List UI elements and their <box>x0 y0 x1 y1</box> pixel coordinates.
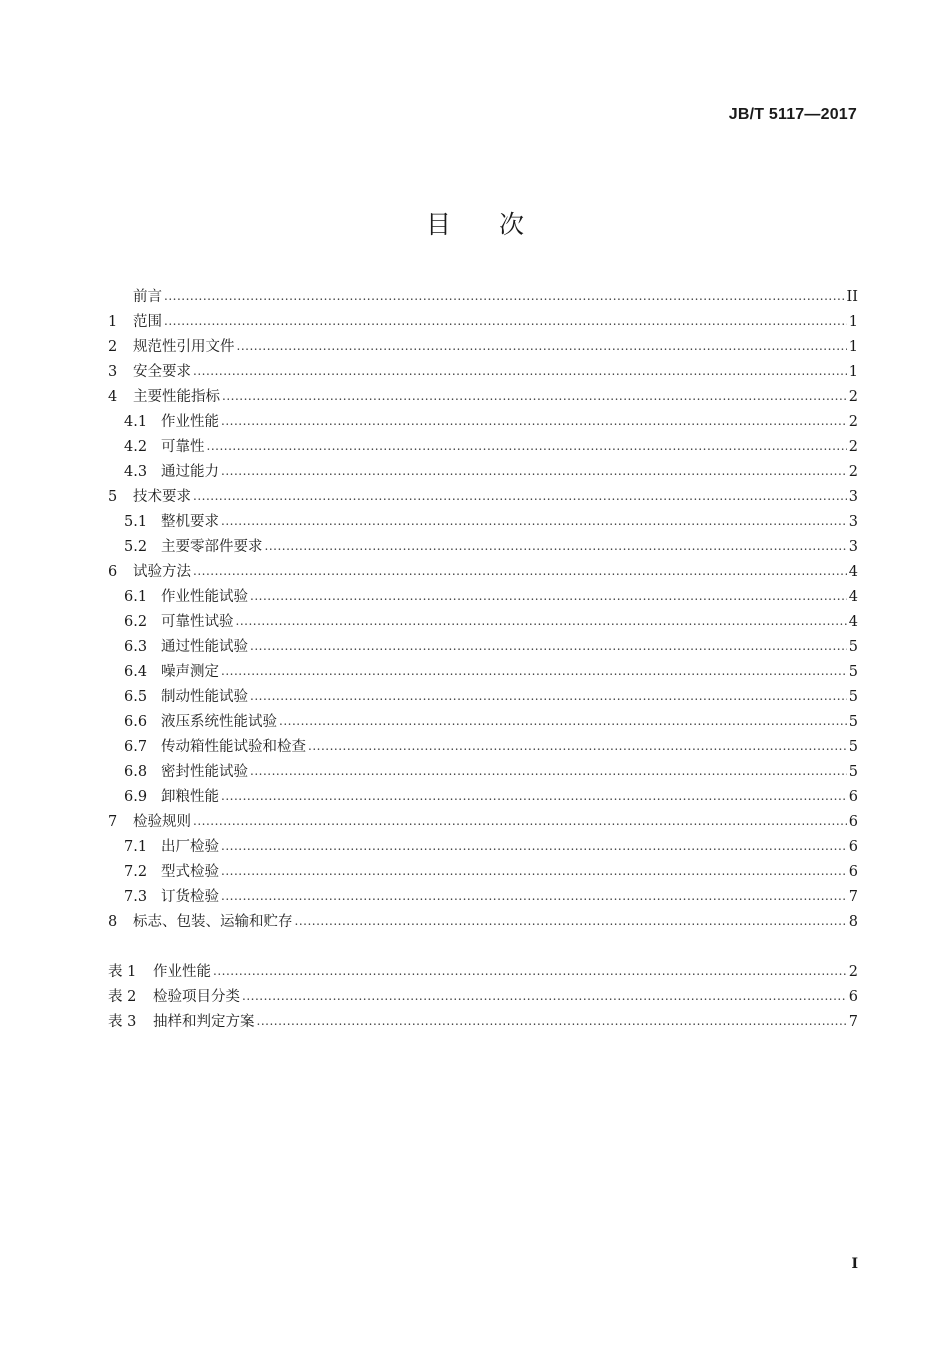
dot-leader <box>193 487 847 501</box>
toc-entry-page: 7 <box>848 889 858 905</box>
dot-leader <box>221 887 847 901</box>
toc-entry[interactable] <box>108 485 858 510</box>
toc-entry[interactable] <box>108 585 858 610</box>
toc-entry-number: 3 <box>108 364 118 380</box>
toc-entry[interactable] <box>108 360 858 385</box>
toc-entry-page: 5 <box>848 714 858 730</box>
toc-entry-page: 1 <box>848 364 858 380</box>
toc-entry-number: 4.1 <box>124 414 148 430</box>
toc-entry[interactable] <box>108 335 858 360</box>
toc-entry-label: 规范性引用文件 <box>133 339 235 355</box>
toc-entry-number: 6.6 <box>124 714 148 730</box>
toc-entry-number: 4.3 <box>124 464 148 480</box>
dot-leader <box>193 812 847 826</box>
toc-entry-number: 8 <box>108 914 118 930</box>
toc-entry-number: 表 3 <box>108 1014 137 1030</box>
toc-entry-label: 范围 <box>133 314 162 330</box>
dot-leader <box>250 762 847 776</box>
toc-entry-label: 主要性能指标 <box>133 389 220 405</box>
toc-entry[interactable] <box>108 635 858 660</box>
toc-entry[interactable] <box>108 810 858 835</box>
toc-entry-label: 作业性能 <box>153 964 211 980</box>
dot-leader <box>221 837 847 851</box>
toc-entry-page: II <box>846 289 858 305</box>
toc-entry-label: 技术要求 <box>133 489 191 505</box>
page-number: I <box>851 1256 858 1272</box>
toc-entry-label: 传动箱性能试验和检查 <box>161 739 306 755</box>
toc-entry-number: 5.1 <box>124 514 148 530</box>
toc-entry-number: 5 <box>108 489 118 505</box>
toc-entry-page: 5 <box>848 689 858 705</box>
toc-entry-page: 3 <box>848 514 858 530</box>
toc-entry-number: 表 1 <box>108 964 137 980</box>
toc-entry[interactable] <box>108 835 858 860</box>
toc-entry-page: 3 <box>848 539 858 555</box>
dot-leader <box>308 737 847 751</box>
toc-entry-page: 2 <box>848 464 858 480</box>
toc-entry-page: 4 <box>848 589 858 605</box>
dot-leader <box>222 387 847 401</box>
toc-entry-label: 通过性能试验 <box>161 639 248 655</box>
dot-leader <box>236 612 847 626</box>
toc-entry-label: 制动性能试验 <box>161 689 248 705</box>
toc-entry-number: 4 <box>108 389 118 405</box>
table-list-entry[interactable] <box>108 985 858 1010</box>
toc-entry-label: 安全要求 <box>133 364 191 380</box>
toc-entry-label: 作业性能 <box>161 414 219 430</box>
toc-entry[interactable] <box>108 310 858 335</box>
dot-leader <box>164 312 847 326</box>
toc-entry-label: 检验规则 <box>133 814 191 830</box>
dot-leader <box>250 587 847 601</box>
toc-entry-label: 可靠性试验 <box>161 614 234 630</box>
toc-entry-label: 作业性能试验 <box>161 589 248 605</box>
dot-leader <box>242 987 847 1001</box>
toc-entry-number: 7.3 <box>124 889 148 905</box>
toc-entry-page: 2 <box>848 439 858 455</box>
toc-entry-page: 2 <box>848 964 858 980</box>
dot-leader <box>221 462 847 476</box>
toc-entry-number: 1 <box>108 314 118 330</box>
toc-entry-number: 6.2 <box>124 614 148 630</box>
toc-entry-label: 出厂检验 <box>161 839 219 855</box>
toc-entry-number: 6.7 <box>124 739 148 755</box>
toc-entry-number: 7.1 <box>124 839 148 855</box>
toc-entry-number: 4.2 <box>124 439 148 455</box>
toc-entry-number: 7 <box>108 814 118 830</box>
dot-leader <box>207 437 847 451</box>
toc-entry[interactable] <box>108 460 858 485</box>
dot-leader <box>193 362 847 376</box>
dot-leader <box>257 1012 847 1026</box>
toc-entry-label: 密封性能试验 <box>161 764 248 780</box>
table-list <box>108 960 858 1035</box>
toc-entry-number: 5.2 <box>124 539 148 555</box>
toc-entry-number: 6 <box>108 564 118 580</box>
table-list-entry[interactable] <box>108 960 858 985</box>
dot-leader <box>250 687 847 701</box>
toc-entry[interactable] <box>108 410 858 435</box>
toc-entry-page: 5 <box>848 639 858 655</box>
dot-leader <box>221 512 847 526</box>
toc-entries <box>108 285 858 935</box>
toc-entry-page: 4 <box>848 614 858 630</box>
toc-entry-label: 前言 <box>133 289 162 305</box>
dot-leader <box>295 912 847 926</box>
standard-code: JB/T 5117—2017 <box>728 106 857 123</box>
toc-entry[interactable] <box>108 560 858 585</box>
toc-entry-number: 6.5 <box>124 689 148 705</box>
toc-entry[interactable] <box>108 535 858 560</box>
toc-entry[interactable] <box>108 885 858 910</box>
table-list-entry[interactable] <box>108 1010 858 1035</box>
toc-entry-label: 可靠性 <box>161 439 205 455</box>
toc-entry[interactable] <box>108 735 858 760</box>
toc-entry-label: 抽样和判定方案 <box>153 1014 255 1030</box>
toc-entry-page: 1 <box>848 314 858 330</box>
toc-entry[interactable] <box>108 285 858 310</box>
toc-entry[interactable] <box>108 610 858 635</box>
toc-entry[interactable] <box>108 660 858 685</box>
toc-entry[interactable] <box>108 860 858 885</box>
toc-entry-number: 6.3 <box>124 639 148 655</box>
toc-entry-page: 3 <box>848 489 858 505</box>
toc-entry-number: 6.1 <box>124 589 148 605</box>
toc-entry-number: 表 2 <box>108 989 137 1005</box>
page-title: 目次 <box>425 210 572 239</box>
toc-entry-label: 检验项目分类 <box>153 989 240 1005</box>
toc-entry-page: 8 <box>848 914 858 930</box>
toc-entry[interactable] <box>108 760 858 785</box>
toc-entry-number: 2 <box>108 339 118 355</box>
toc-entry-label: 试验方法 <box>133 564 191 580</box>
toc-entry-number: 6.4 <box>124 664 148 680</box>
toc-entry-label: 主要零部件要求 <box>161 539 263 555</box>
toc-entry-page: 7 <box>848 1014 858 1030</box>
dot-leader <box>279 712 847 726</box>
dot-leader <box>221 412 847 426</box>
toc-entry[interactable] <box>108 685 858 710</box>
dot-leader <box>221 662 847 676</box>
toc-entry[interactable] <box>108 510 858 535</box>
toc-entry-page: 5 <box>848 739 858 755</box>
dot-leader <box>193 562 847 576</box>
toc-entry[interactable] <box>108 710 858 735</box>
table-of-contents <box>108 285 858 1035</box>
toc-entry-page: 6 <box>848 989 858 1005</box>
toc-entry-label: 卸粮性能 <box>161 789 219 805</box>
toc-entry-label: 液压系统性能试验 <box>161 714 277 730</box>
toc-entry[interactable] <box>108 785 858 810</box>
dot-leader <box>237 337 847 351</box>
toc-entry-label: 订货检验 <box>161 889 219 905</box>
toc-entry-page: 4 <box>848 564 858 580</box>
toc-entry-number: 6.8 <box>124 764 148 780</box>
toc-entry-page: 5 <box>848 764 858 780</box>
dot-leader <box>265 537 847 551</box>
toc-entry-label: 噪声测定 <box>161 664 219 680</box>
toc-entry-number: 7.2 <box>124 864 148 880</box>
toc-entry-label: 标志、包装、运输和贮存 <box>133 914 293 930</box>
toc-entry[interactable] <box>108 910 858 935</box>
dot-leader <box>250 637 847 651</box>
toc-entry-page: 2 <box>848 389 858 405</box>
toc-entry-page: 6 <box>848 864 858 880</box>
dot-leader <box>221 787 847 801</box>
toc-entry-page: 2 <box>848 414 858 430</box>
toc-entry-page: 6 <box>848 814 858 830</box>
dot-leader <box>213 962 847 976</box>
dot-leader <box>164 287 845 301</box>
dot-leader <box>221 862 847 876</box>
toc-entry-page: 6 <box>848 789 858 805</box>
toc-entry-label: 通过能力 <box>161 464 219 480</box>
toc-spacer <box>108 935 858 960</box>
toc-entry-label: 整机要求 <box>161 514 219 530</box>
toc-entry[interactable] <box>108 435 858 460</box>
toc-entry-page: 1 <box>848 339 858 355</box>
toc-entry-page: 6 <box>848 839 858 855</box>
toc-entry[interactable] <box>108 385 858 410</box>
toc-entry-page: 5 <box>848 664 858 680</box>
toc-entry-label: 型式检验 <box>161 864 219 880</box>
toc-entry-number: 6.9 <box>124 789 148 805</box>
